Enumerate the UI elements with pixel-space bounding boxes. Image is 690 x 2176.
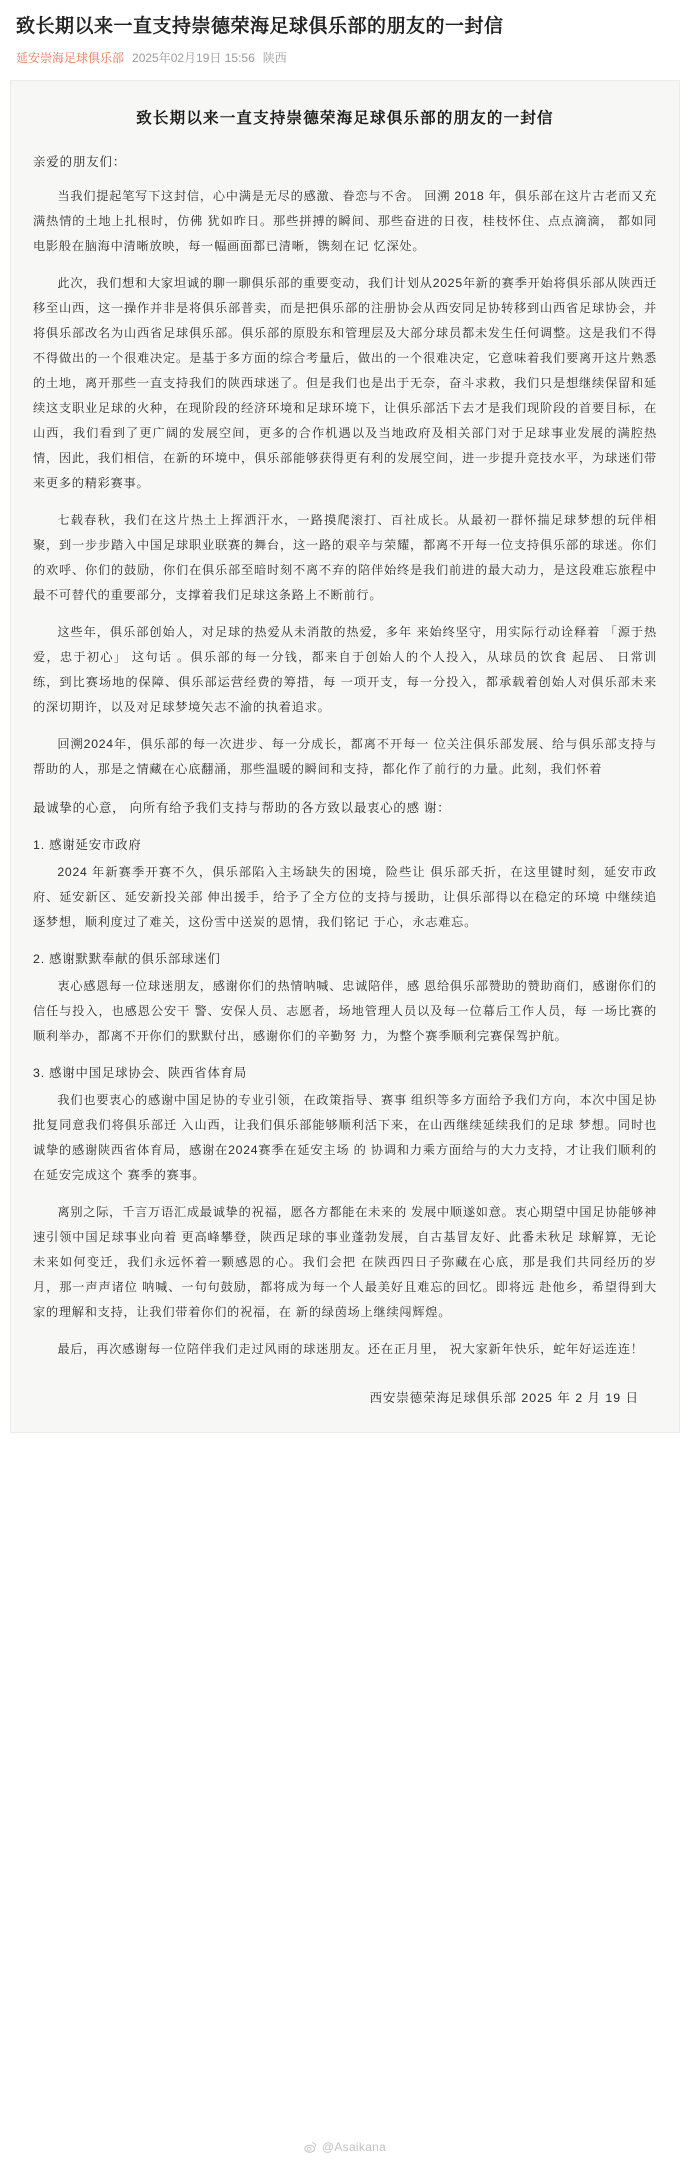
letter-thanks-lead: 最诚挚的心意， 向所有给予我们支持与帮助的各方致以最衷心的感 谢： — [33, 801, 451, 816]
thanks-section-body: 2024 年新赛季开赛不久，俱乐部陷入主场缺失的困境，险些让 俱乐部夭折，在这里键时刻，延安市政府、延安新区、延安新投关部 伸出援手，给予了全方位的支持与援助，让俱乐部得以在稳定的环境 中继续追逐梦想，顺利度过了难关，这份雪中送炭的恩情，我们铭记 于心，永志难忘。 — [33, 864, 657, 929]
letter-paragraph: 回溯2024年，俱乐部的每一次进步、每一分成长，都离不开每一 位关注俱乐部发展、给与俱乐部支持与帮助的人，那是之情藏在心底翻涌，那些温暖的瞬间和支持，都化作了前行的力量。此刻，我们怀着 — [33, 737, 657, 777]
letter-paragraph: 七载春秋，我们在这片热土上挥洒汗水，一路摸爬滚打、百社成长。从最初一群怀揣足球梦想的玩伴相聚，到一步步踏入中国足球职业联赛的舞台，这一路的艰辛与荣耀，都离不开每一位支持俱乐部的球迷。你们的欢呼、你们的鼓励，你们在俱乐部至暗时刻不离不弃的陪伴始终是我们前进的最大动力，是这段难忘旅程中最不可替代的重要部分，支撑着我们足球这条路上不断前行。 — [33, 513, 657, 603]
letter-paragraph: 这些年，俱乐部创始人，对足球的热爱从未消散的热爱，多年 来始终坚守，用实际行动诠释着 「源于热爱，忠于初心」 这句话 。俱乐部的每一分钱，都来自于创始人的个人投入，从球员的饮食 起居、 日常训练，到比赛场地的保障、俱乐部运营经费的筹措，每 一项开支，每一分投入，都承载着创始人对俱乐部未来的深切期许，以及对足球梦境矢志不渝的执着追求。 — [33, 625, 657, 715]
letter-closing-paragraph: 离别之际，千言万语汇成最诚挚的祝福，愿各方都能在未来的 发展中顺遂如意。衷心期望中国足协能够神速引领中国足球事业向着 更高峰攀登，陕西足球的事业蓬勃发展，自古基冒友好、此番未秋足 球解算，无论未来如何变迁，我们永远怀着一颗感恩的心。我们会把 在陕西四日子弥藏在心底，那是我们共同经历的岁月，那一声声诸位 呐喊、一句句鼓励，都将成为每一个人最美好且难忘的回忆。即将远 赴他乡，希望得到大家的理解和支持，让我们带着你们的祝福，在 新的绿茵场上继续闯辉煌。 — [33, 1204, 657, 1319]
post-title: 致长期以来一直支持崇德荣海足球俱乐部的朋友的一封信 — [16, 16, 504, 37]
watermark-text: @Asaikana — [321, 2140, 387, 2154]
thanks-section-body: 我们也要衷心的感谢中国足协的专业引领，在政策指导、赛事 组织等多方面给予我们方向，本次中国足协批复同意我们将俱乐部迁 入山西，让我们俱乐部能够顺利活下来，在山西继续延续我们的足球 梦想。同时也诚挚的感谢陕西省体育局，感谢在2024赛季在延安主场 的 协调和力乘方面给与的大力支持，才让我们顺利的在延安完成这个 赛季的赛事。 — [33, 1092, 657, 1182]
post-location: 陕西 — [262, 50, 287, 65]
thanks-section-heading: 3. 感谢中国足球协会、陕西省体育局 — [33, 1065, 248, 1080]
letter-signature: 西安崇德荣海足球俱乐部 2025 年 2 月 19 日 — [369, 1390, 639, 1405]
thanks-section-heading: 2. 感谢默默奉献的俱乐部球迷们 — [33, 951, 221, 966]
thanks-section-body: 衷心感恩每一位球迷朋友，感谢你们的热情呐喊、忠诚陪伴，感 恩给俱乐部赞助的赞助商们，感谢你们的信任与投入，也感恩公安干 警、安保人员、志愿者，场地管理人员以及每一位幕后工作人员，每 一场比赛的顺利举办，都离不开你们的默默付出，感谢你们的辛勤努 力，为整个赛季顺利完赛保驾护航。 — [33, 978, 657, 1043]
post-meta — [16, 49, 674, 66]
letter-closing-paragraph: 最后，再次感谢每一位陪伴我们走过风雨的球迷朋友。还在正月里， 祝大家新年快乐，蛇年好运连连！ — [57, 1341, 644, 1356]
watermark-footer — [0, 2118, 690, 2176]
letter-paragraph: 当我们提起笔写下这封信，心中满是无尽的感激、眷恋与不舍。 回溯 2018 年，俱乐部在这片古老而又充满热情的土地上扎根时，仿佛 犹如昨日。那些拼搏的瞬间、那些奋进的日夜，桂枝怀住、点点滴滴， 都如同电影般在脑海中清晰放映，每一幅画面都已清晰，镌刻在记 忆深处。 — [33, 188, 657, 253]
letter-paragraph: 此次，我们想和大家坦诚的聊一聊俱乐部的重要变动，我们计划从2025年新的赛季开始将俱乐部从陕西迁移至山西，这一操作并非是将俱乐部普卖，而是把俱乐部的注册协会从西安同足协转移到山西省足球协会，并将俱乐部改名为山西省足球俱乐部。俱乐部的原股东和管理层及大部分球员都未发生任何调整。这是我们不得不得做出的一个很难决定。是基于多方面的综合考量后，做出的一个很难决定，它意味着我们要离开这片熟悉的土地，离开那些一直支持我们的陕西球迷了。但是我们也是出于无奈，奋斗求救，我们只是想继续保留和延续这支职业足球的火种，在现阶段的经济环境和足球环境下，让俱乐部活下去才是我们现阶段的首要目标，在山西，我们看到了更广阔的发展空间，更多的合作机遇以及当地政府及相关部门对于足球事业发展的满腔热情，因此，我们相信，在新的环境中，俱乐部能够获得更有利的发展空间，进一步提升竞技水平，为球迷们带来更多的精彩赛事。 — [33, 275, 657, 491]
thanks-section-heading: 1. 感谢延安市政府 — [33, 838, 142, 853]
letter-image-card[interactable] — [10, 80, 680, 1433]
weibo-logo-icon — [304, 2141, 317, 2154]
post-account-link[interactable]: 延安崇海足球俱乐部 — [16, 50, 125, 65]
letter-salutation: 亲爱的朋友们： — [33, 154, 127, 169]
letter-title: 致长期以来一直支持崇德荣海足球俱乐部的朋友的一封信 — [136, 109, 554, 127]
post-timestamp: 2025年02月19日 15:56 — [132, 50, 255, 65]
post-header — [0, 0, 690, 72]
